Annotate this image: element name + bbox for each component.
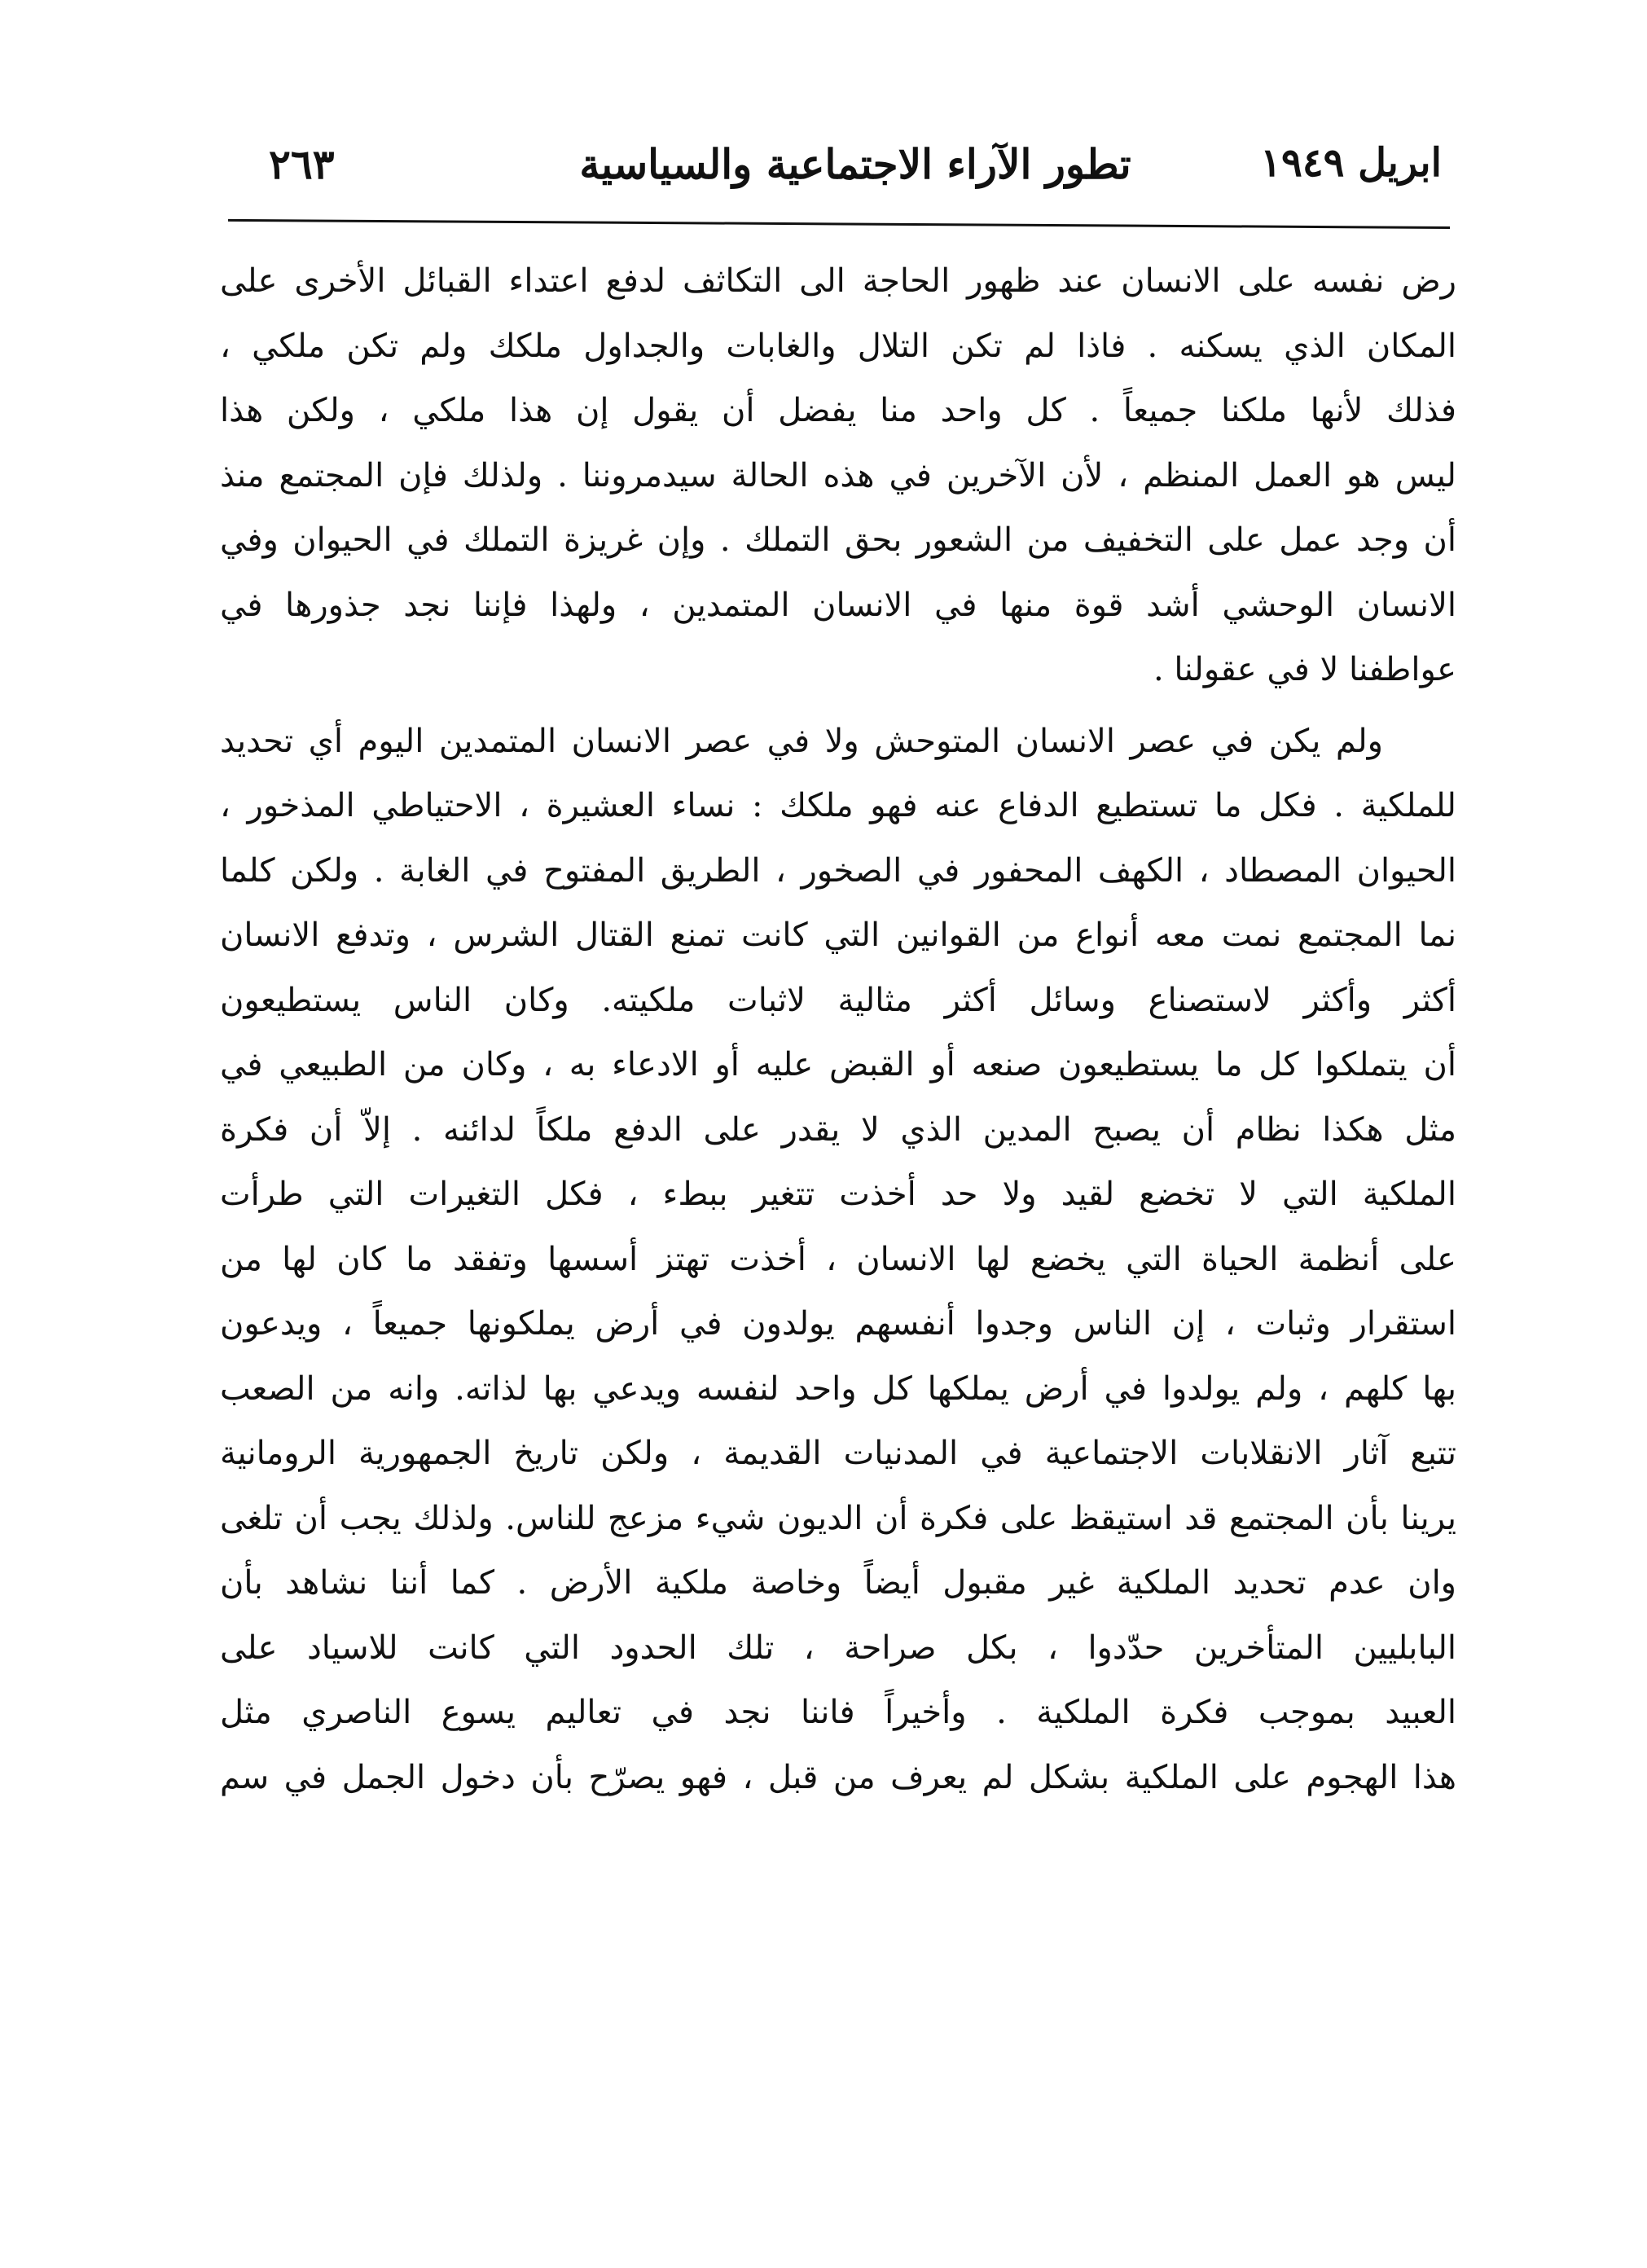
header-date: ابريل ١٩٤٩ <box>1260 140 1442 186</box>
text-line: بها كلهم ، ولم يولدوا في أرض يملكها كل واحد لنفسه ويدعي بها لذاته. وانه من الصعب <box>220 1369 1456 1408</box>
text-line: ليس هو العمل المنظم ، لأن الآخرين في هذه الحالة سيدمروننا . ولذلك فإن المجتمع منذ <box>220 456 1456 494</box>
header-title: تطور الآراء الاجتماعية والسياسية <box>579 140 1131 188</box>
text-line: وان عدم تحديد الملكية غير مقبول أيضاً وخاصة ملكية الأرض . كما أننا نشاهد بأن <box>220 1564 1456 1602</box>
text-line: الملكية التي لا تخضع لقيد ولا حد أخذت تتغير ببطء ، فكل التغيرات التي طرأت <box>220 1176 1456 1213</box>
text-line: البابليين المتأخرين حدّدوا ، بكل صراحة ، تلك الحدود التي كانت للاسياد على <box>220 1628 1456 1667</box>
text-line: تتبع آثار الانقلابات الاجتماعية في المدنيات القديمة ، ولكن تاريخ الجمهورية الرومانية <box>220 1435 1456 1472</box>
text-line: الحيوان المصطاد ، الكهف المحفور في الصخور ، الطريق المفتوح في الغابة . ولكن كلما <box>220 851 1456 890</box>
text-line: أكثر وأكثر لاستصناع وسائل أكثر مثالية لاثبات ملكيته. وكان الناس يستطيعون <box>220 981 1456 1019</box>
text-line: استقرار وثبات ، إن الناس وجدوا أنفسهم يولدون في أرض يملكونها جميعاً ، ويدعون <box>220 1305 1456 1343</box>
text-line: للملكية . فكل ما تستطيع الدفاع عنه فهو ملكك : نساء العشيرة ، الاحتياطي المذخور ، <box>220 787 1456 824</box>
text-line: عواطفنا لا في عقولنا . <box>1153 651 1456 688</box>
header-rule <box>228 219 1450 229</box>
text-line: العبيد بموجب فكرة الملكية . وأخيراً فاننا نجد في تعاليم يسوع الناصري مثل <box>220 1694 1456 1731</box>
text-line: مثل هكذا نظام أن يصبح المدين الذي لا يقدر على الدفع ملكاً لدائنه . إلاّ أن فكرة <box>220 1110 1456 1149</box>
text-line: الانسان الوحشي أشد قوة منها في الانسان المتمدين ، ولهذا فإننا نجد جذورها في <box>220 586 1456 624</box>
text-line: المكان الذي يسكنه . فاذا لم تكن التلال والغابات والجداول ملكك ولم تكن ملكي ، <box>220 327 1456 365</box>
text-line: ولم يكن في عصر الانسان المتوحش ولا في عصر الانسان المتمدين اليوم أي تحديد <box>220 722 1383 760</box>
text-line: نما المجتمع نمت معه أنواع من القوانين التي كانت تمنع القتال الشرس ، وتدفع الانسان <box>220 916 1456 954</box>
paragraph-2 <box>220 710 1456 1811</box>
text-line: يرينا بأن المجتمع قد استيقظ على فكرة أن الديون شيء مزعج للناس. ولذلك يجب أن تلغى <box>220 1499 1456 1537</box>
running-header <box>269 140 1442 205</box>
body-text <box>220 249 1456 1810</box>
text-line: أن وجد عمل على التخفيف من الشعور بحق التملك . وإن غريزة التملك في الحيوان وفي <box>220 521 1456 559</box>
text-line: هذا الهجوم على الملكية بشكل لم يعرف من قبل ، فهو يصرّح بأن دخول الجمل في سم <box>220 1758 1456 1796</box>
text-line: على أنظمة الحياة التي يخضع لها الانسان ، أخذت تهتز أسسها وتفقد ما كان لها من <box>220 1240 1456 1278</box>
paragraph-gap <box>220 703 1456 710</box>
text-line: فذلك لأنها ملكنا جميعاً . كل واحد منا يفضل أن يقول إن هذا ملكي ، ولكن هذا <box>220 392 1456 429</box>
page-number: ٢٦٣ <box>269 140 335 188</box>
text-line: رض نفسه على الانسان عند ظهور الحاجة الى التكاثف لدفع اعتداء القبائل الأخرى على <box>220 262 1456 300</box>
paragraph-1 <box>220 249 1456 703</box>
text-line: أن يتملكوا كل ما يستطيعون صنعه أو القبض عليه أو الادعاء به ، وكان من الطبيعي في <box>220 1046 1456 1083</box>
